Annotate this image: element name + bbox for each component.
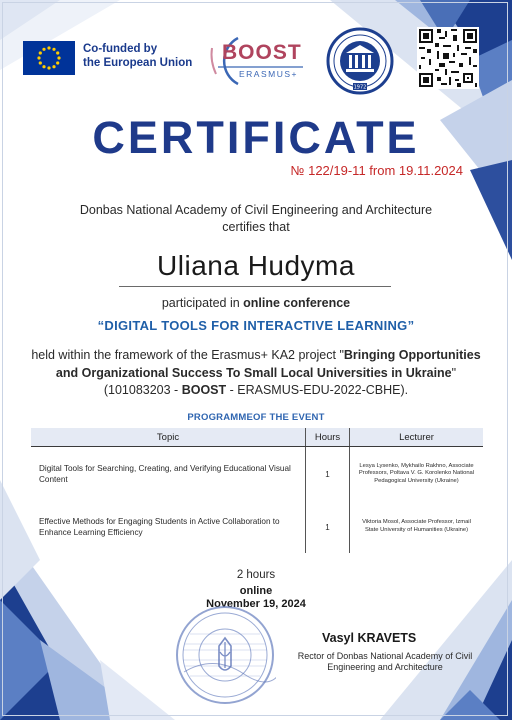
row-hours: 1 — [306, 447, 350, 502]
seal-year: 1972 — [353, 84, 367, 91]
event-duration: 2 hours — [236, 569, 276, 581]
eu-line-1: Co-funded by — [83, 43, 158, 55]
recipient-name: Uliana Hudyma — [157, 250, 355, 281]
boost-wordmark: BOOST — [222, 41, 302, 64]
participation-format: online conference — [243, 296, 351, 310]
project-lead: held within the framework of the Erasmus+ KA2 project " — [31, 348, 344, 362]
header-topic: Topic — [31, 428, 306, 447]
project-tail: - ERASMUS-EDU-2022-CBHE). — [226, 383, 409, 397]
name-underline — [119, 286, 391, 287]
participation-text — [0, 296, 512, 310]
project-mid: " (101083203 - — [103, 365, 457, 397]
table-row — [31, 447, 483, 502]
project-name: Bringing Opportunities and Organizational Success To Small Local Universities in Ukraine — [55, 348, 481, 380]
eu-line-2: the European Union — [83, 57, 193, 69]
row-lecturer: Lesya Lysenko, Mykhailo Rakhno, Associate Professors, Poltava V. G. Korolenko National Pedagogical University (Ukraine) — [358, 462, 475, 484]
row-lecturer: Viktoria Mosol, Associate Professor, Izmail State University of Humanities (Ukraine) — [362, 519, 471, 533]
project-acronym: BOOST — [181, 383, 227, 397]
row-topic: Digital Tools for Searching, Creating, and Verifying Educational Visual Content — [39, 464, 291, 484]
qr-code — [417, 27, 479, 89]
row-topic: Effective Methods for Engaging Students in Active Collaboration to Enhance Learning Efficiency — [39, 517, 280, 537]
programme-heading: PROGRAMMEOF THE EVENT — [187, 412, 325, 423]
header-hours: Hours — [306, 428, 350, 447]
project-description — [30, 347, 482, 400]
programme-table — [31, 428, 483, 553]
boost-subtitle: ERASMUS+ — [239, 69, 298, 79]
issuer-name: Donbas National Academy of Civil Engineering and Architecture — [79, 203, 433, 217]
header-lecturer: Lecturer — [350, 428, 484, 447]
certificate-title: CERTIFICATE — [92, 112, 420, 163]
academy-seal-icon — [326, 27, 394, 95]
signer-name: Vasyl KRAVETS — [322, 631, 417, 645]
eu-cofunded-label — [83, 42, 192, 70]
conference-title: “DIGITAL TOOLS FOR INTERACTIVE LEARNING” — [97, 318, 415, 333]
eu-flag-icon — [23, 41, 75, 75]
official-stamp-icon — [174, 604, 276, 706]
boost-logo — [208, 34, 313, 88]
event-date: November 19, 2024 — [206, 598, 306, 610]
certificate-number: № 122/19-11 from 19.11.2024 — [290, 163, 463, 178]
table-row — [31, 501, 483, 553]
event-mode: online — [239, 585, 273, 597]
certifies-text: certifies that — [222, 220, 290, 234]
signer-title: Rector of Donbas National Academy of Civil Engineering and Architecture — [297, 651, 473, 672]
participation-prefix: participated in — [161, 296, 244, 310]
row-hours: 1 — [306, 501, 350, 553]
